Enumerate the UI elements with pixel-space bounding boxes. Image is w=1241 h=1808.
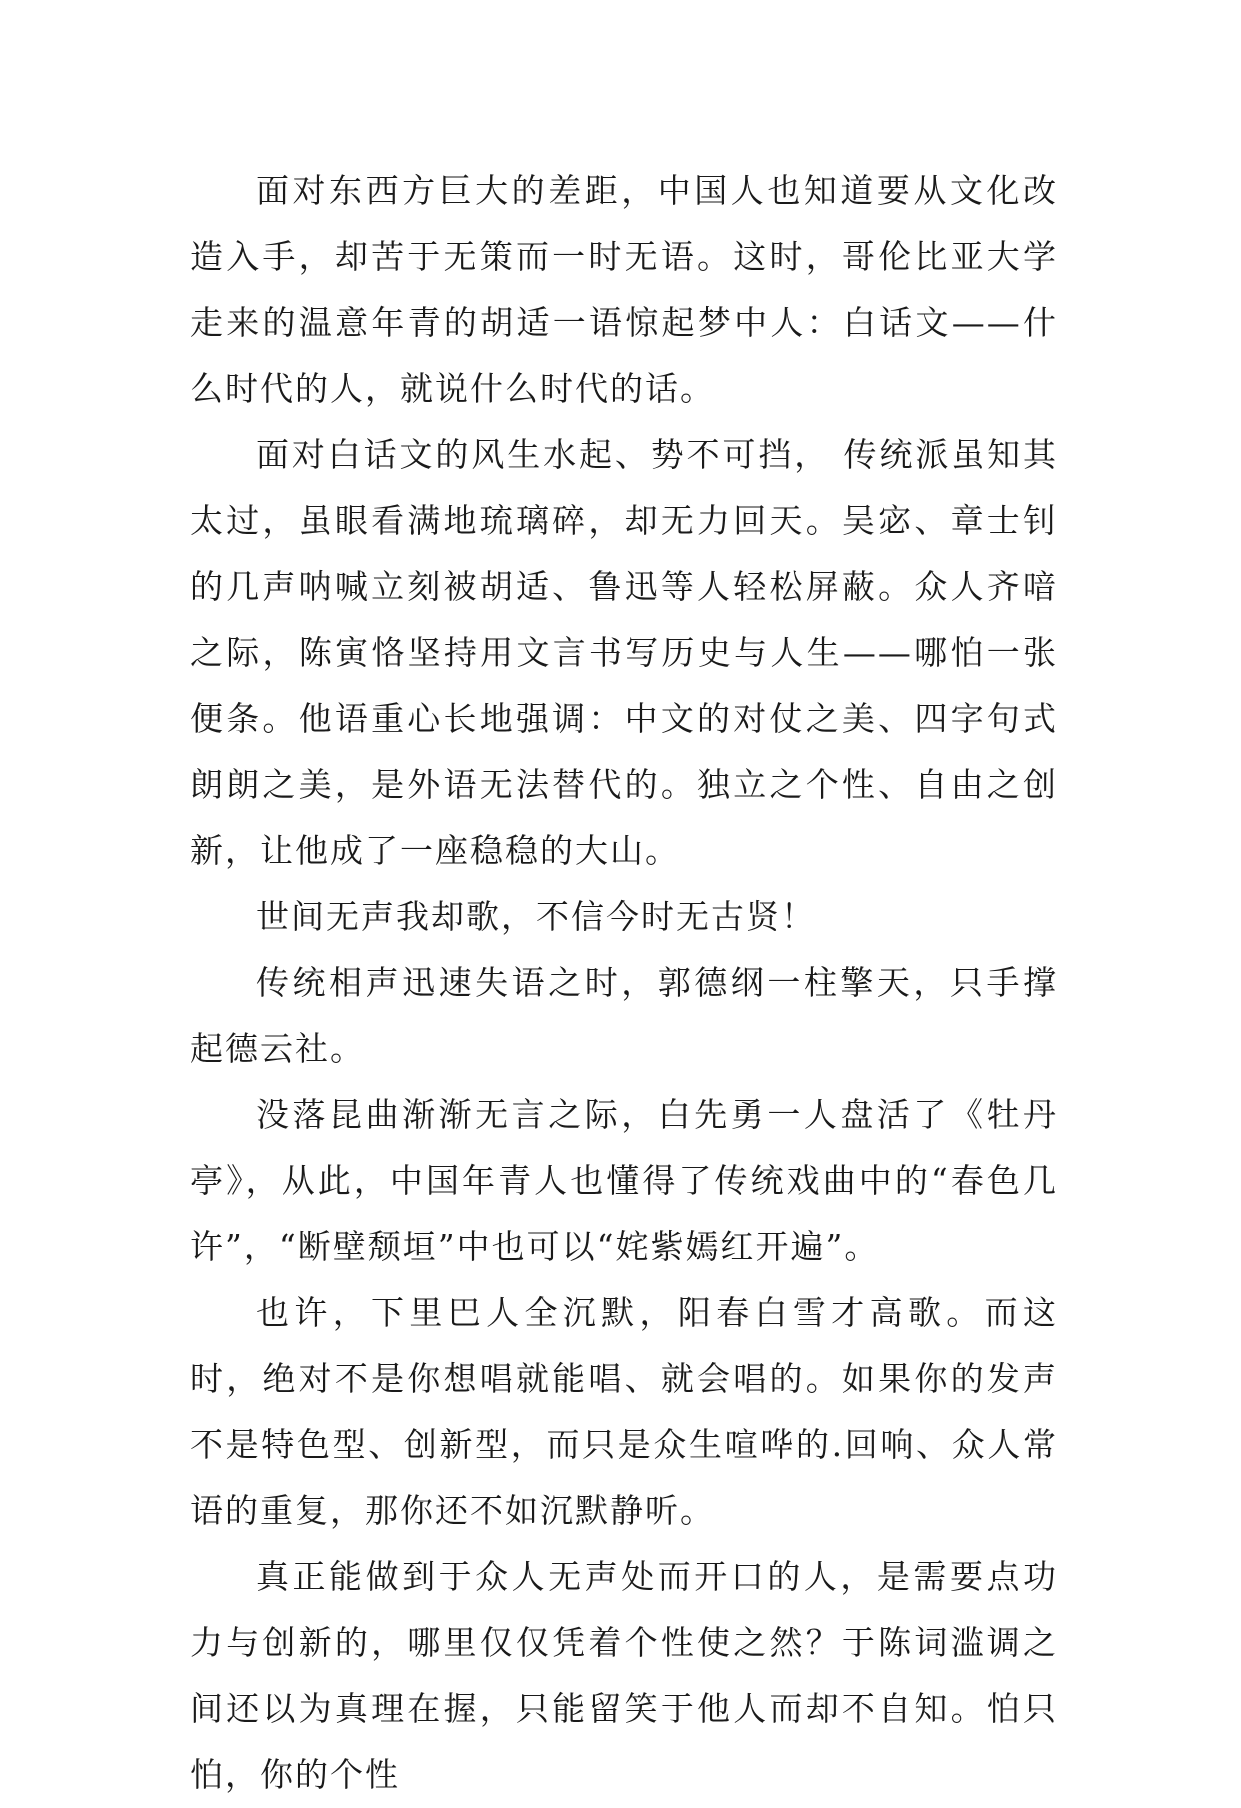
paragraph-4: 传统相声迅速失语之时，郭德纲一柱擎天，只手撑起德云社。 <box>190 963 1058 1068</box>
paragraph-5: 没落昆曲渐渐无言之际，白先勇一人盘活了《牡丹亭》，从此，中国年青人也懂得了传统戏曲中的“春色几许”，“断壁颓垣”中也可以“姹紫嫣红开遍”。 <box>190 1095 1058 1266</box>
paragraph-6: 也许，下里巴人全沉默，阳春白雪才高歌。而这时，绝对不是你想唱就能唱、就会唱的。如果你的发声不是特色型、创新型，而只是众生喧哗的.回响、众人常语的重复，那你还不如沉默静听。 <box>190 1293 1058 1530</box>
document-page <box>190 158 1058 1808</box>
paragraph-7: 真正能做到于众人无声处而开口的人，是需要点功力与创新的，哪里仅仅凭着个性使之然？于陈词滥调之间还以为真理在握，只能留笑于他人而却不自知。怕只怕，你的个性 <box>190 1557 1058 1794</box>
paragraph-3: 世间无声我却歌，不信今时无古贤！ <box>256 897 816 936</box>
paragraph-1: 面对东西方巨大的差距，中国人也知道要从文化改造入手，却苦于无策而一时无语。这时，哥伦比亚大学走来的温意年青的胡适一语惊起梦中人：白话文——什么时代的人，就说什么时代的话。 <box>190 171 1058 408</box>
paragraph-2: 面对白话文的风生水起、势不可挡， 传统派虽知其太过，虽眼看满地琉璃碎，却无力回天。吴宓、章士钊的几声呐喊立刻被胡适、鲁迅等人轻松屏蔽。众人齐喑之际，陈寅恪坚持用文言书写历史与人生——哪怕一张便条。他语重心长地强调：中文的对仗之美、四字句式朗朗之美，是外语无法替代的。独立之个性、自由之创新，让他成了一座稳稳的大山。 <box>190 435 1058 870</box>
